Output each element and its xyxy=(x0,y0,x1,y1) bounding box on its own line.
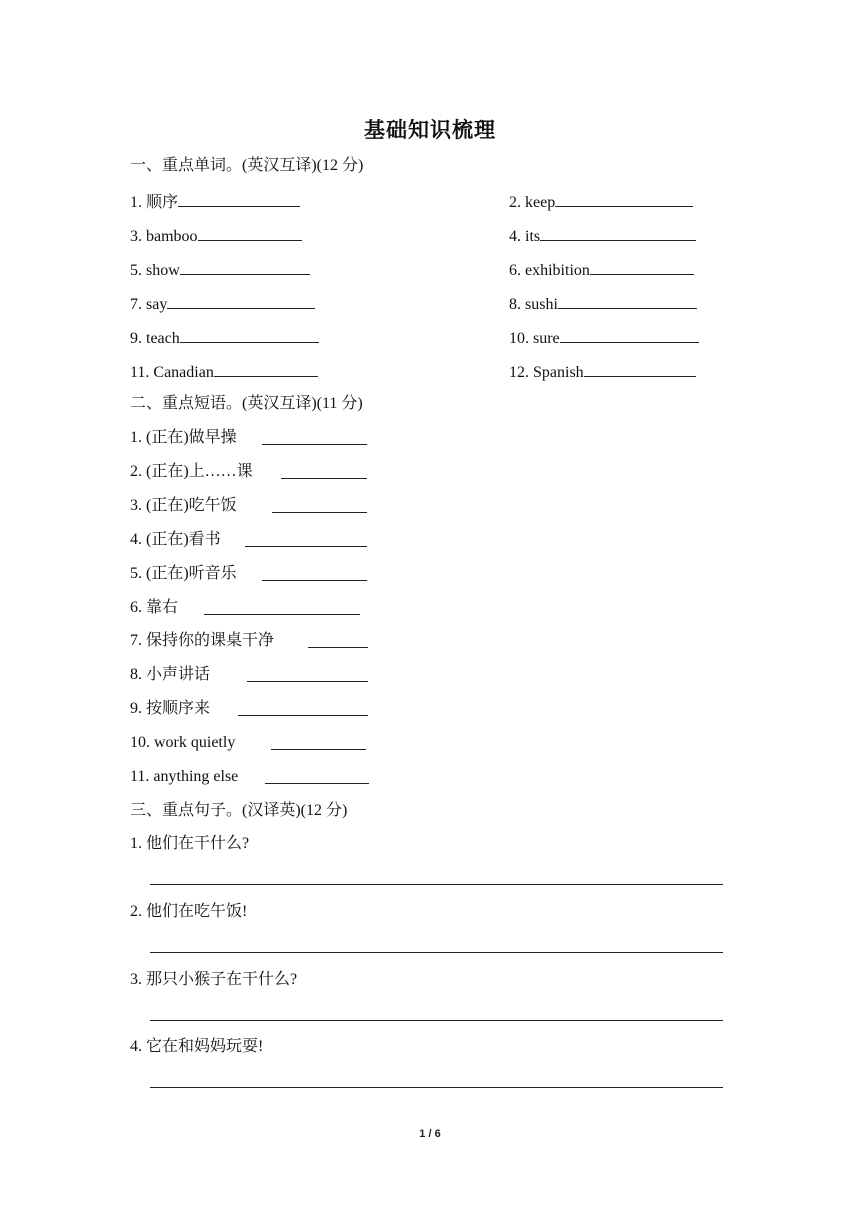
phrase-item-7 xyxy=(130,631,274,651)
page-title: 基础知识梳理 xyxy=(364,118,496,142)
vocab-item-5 xyxy=(130,259,310,281)
answer-blank[interactable] xyxy=(214,361,318,377)
vocab-label: 5. show xyxy=(130,262,180,279)
vocab-label: 9. teach xyxy=(130,330,180,347)
answer-blank[interactable] xyxy=(281,463,367,479)
sentence-item-1: 1. 他们在干什么? xyxy=(130,835,250,852)
phrase-label: 5. (正在)听音乐 xyxy=(130,565,237,582)
sentence-answer-line[interactable] xyxy=(150,1020,723,1021)
phrase-item-6 xyxy=(130,598,178,618)
sentence-item-4: 4. 它在和妈妈玩耍! xyxy=(130,1038,264,1055)
vocab-item-1 xyxy=(130,191,300,213)
vocab-label: 2. keep xyxy=(509,194,556,211)
phrase-label: 6. 靠右 xyxy=(130,599,179,616)
answer-blank[interactable] xyxy=(180,327,319,343)
answer-blank[interactable] xyxy=(272,497,367,513)
sentence-answer-line[interactable] xyxy=(150,1087,723,1088)
sentence-item-2: 2. 他们在吃午饭! xyxy=(130,903,248,920)
phrase-label: 1. (正在)做早操 xyxy=(130,429,237,446)
answer-blank[interactable] xyxy=(590,259,694,275)
phrase-item-5 xyxy=(130,564,237,584)
vocab-label: 11. Canadian xyxy=(130,364,214,381)
vocab-item-3 xyxy=(130,225,302,247)
phrase-item-10 xyxy=(130,733,235,753)
answer-blank[interactable] xyxy=(180,259,310,275)
phrase-item-9 xyxy=(130,699,210,719)
phrase-item-2 xyxy=(130,462,253,482)
answer-blank[interactable] xyxy=(555,191,693,207)
answer-blank[interactable] xyxy=(308,632,368,648)
answer-blank[interactable] xyxy=(262,429,367,445)
answer-blank[interactable] xyxy=(238,700,368,716)
vocab-item-8 xyxy=(509,293,697,315)
phrase-label: 9. 按顺序来 xyxy=(130,700,211,717)
phrase-item-4 xyxy=(130,530,221,550)
vocab-item-12 xyxy=(509,361,696,383)
answer-blank[interactable] xyxy=(204,599,360,615)
phrase-label: 3. (正在)吃午饭 xyxy=(130,497,237,514)
phrase-label: 2. (正在)上……课 xyxy=(130,463,253,480)
answer-blank[interactable] xyxy=(245,531,367,547)
vocab-item-7 xyxy=(130,293,315,315)
section-1-heading: 一、重点单词。(英汉互译)(12 分) xyxy=(130,157,364,174)
answer-blank[interactable] xyxy=(584,361,696,377)
vocab-label: 8. sushi xyxy=(509,296,558,313)
sentence-item-3: 3. 那只小猴子在干什么? xyxy=(130,971,298,988)
vocab-label: 6. exhibition xyxy=(509,262,590,279)
answer-blank[interactable] xyxy=(540,225,696,241)
vocab-item-2 xyxy=(509,191,693,213)
answer-blank[interactable] xyxy=(558,293,697,309)
phrase-label: 11. anything else xyxy=(130,768,239,785)
vocab-label: 7. say xyxy=(130,296,168,313)
answer-blank[interactable] xyxy=(167,293,315,309)
page-number: 1 / 6 xyxy=(419,1128,441,1140)
phrase-label: 8. 小声讲话 xyxy=(130,666,211,683)
phrase-item-1 xyxy=(130,428,237,448)
answer-blank[interactable] xyxy=(560,327,699,343)
vocab-label: 4. its xyxy=(509,228,541,245)
phrase-label: 10. work quietly xyxy=(130,734,236,751)
sentence-answer-line[interactable] xyxy=(150,952,723,953)
answer-blank[interactable] xyxy=(198,225,302,241)
answer-blank[interactable] xyxy=(265,768,369,784)
answer-blank[interactable] xyxy=(262,565,367,581)
phrase-label: 4. (正在)看书 xyxy=(130,531,221,548)
vocab-label: 1. 顺序 xyxy=(130,194,179,211)
vocab-label: 3. bamboo xyxy=(130,228,198,245)
phrase-item-11 xyxy=(130,767,238,787)
vocab-item-6 xyxy=(509,259,694,281)
sentence-answer-line[interactable] xyxy=(150,884,723,885)
phrase-item-3 xyxy=(130,496,237,516)
section-3-heading: 三、重点句子。(汉译英)(12 分) xyxy=(130,802,348,819)
vocab-item-9 xyxy=(130,327,319,349)
phrase-label: 7. 保持你的课桌干净 xyxy=(130,632,275,649)
answer-blank[interactable] xyxy=(178,191,300,207)
vocab-item-10 xyxy=(509,327,699,349)
answer-blank[interactable] xyxy=(271,734,366,750)
vocab-label: 12. Spanish xyxy=(509,364,584,381)
vocab-item-11 xyxy=(130,361,318,383)
vocab-item-4 xyxy=(509,225,696,247)
vocab-label: 10. sure xyxy=(509,330,560,347)
phrase-item-8 xyxy=(130,665,210,685)
section-2-heading: 二、重点短语。(英汉互译)(11 分) xyxy=(130,395,363,412)
answer-blank[interactable] xyxy=(247,666,368,682)
